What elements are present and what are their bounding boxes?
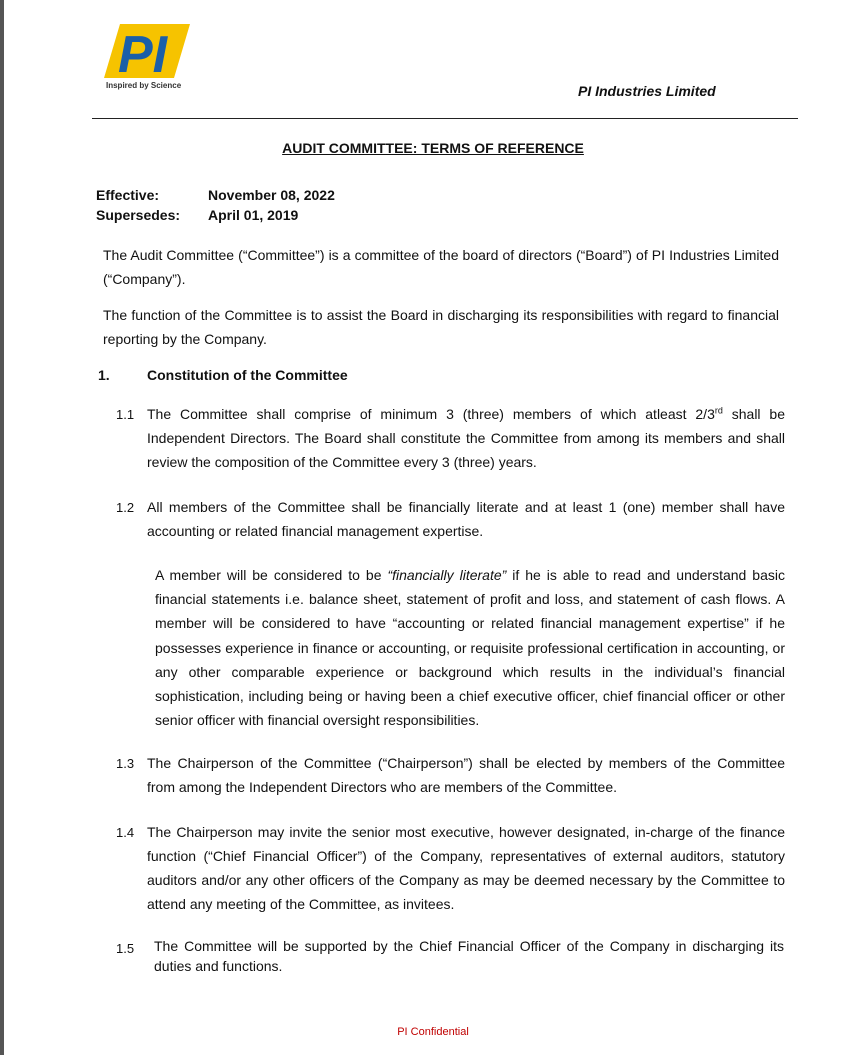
supersedes-label: Supersedes: <box>96 207 181 223</box>
item-1-5-text: The Committee will be supported by the Chief Financial Officer of the Company in discharging its duties and functions. <box>154 938 784 974</box>
item-1-1-text: The Committee shall comprise of minimum 3 (three) members of which atleast 2/3rd shall be Independent Directors. The Board shall constitute the Committee from among its members and shall review the composition of the Committee every 3 (three) years. <box>147 405 785 470</box>
item-number: 1.1 <box>116 407 135 422</box>
item-1-3-text: The Chairperson of the Committee (“Chairperson”) shall be elected by members of the Committee from among the Independent Directors who are members of the Committee. <box>147 755 785 795</box>
effective-row <box>96 187 335 203</box>
logo-tagline: Inspired by Science <box>106 81 182 90</box>
defined-term: “financially literate” <box>387 567 507 583</box>
supersedes-row <box>96 207 298 223</box>
section-title: Constitution of the Committee <box>147 367 348 383</box>
section-number: 1. <box>98 367 110 383</box>
logo-letters: PI <box>118 26 168 82</box>
effective-date: November 08, 2022 <box>208 187 335 203</box>
header-rule <box>92 118 798 119</box>
item-number: 1.5 <box>116 941 135 956</box>
company-name: PI Industries Limited <box>578 83 716 99</box>
item-number: 1.2 <box>116 500 135 515</box>
intro-paragraph-1: The Audit Committee (“Committee”) is a committee of the board of directors (“Board”) of PI Industries Limited (“Company”). <box>103 247 779 287</box>
item-number: 1.4 <box>116 825 135 840</box>
effective-label: Effective: <box>96 187 160 203</box>
item-1-4-text: The Chairperson may invite the senior most executive, however designated, in-charge of the finance function (“Chief Financial Officer”) of the Company, representatives of external auditors, statutory auditors and/or any other officers of the Company as may be deemed necessary by the Committee to attend any meeting of the Committee, as invitees. <box>147 824 785 912</box>
definition-paragraph: A member will be considered to be “financially literate” if he is able to read and understand basic financial statements i.e. balance sheet, statement of profit and loss, and statement of cash flows. A member will be considered to have “accounting or related financial management expertise” if he possesses experience in finance or accounting, or requisite professional certification in accounting, or any other comparable experience or background which results in the individual’s financial sophistication, including being or having been a chief executive officer, chief financial officer or other senior officer with financial oversight responsibilities. <box>155 567 785 729</box>
confidential-footer: PI Confidential <box>397 1026 469 1038</box>
supersedes-date: April 01, 2019 <box>208 207 299 223</box>
document-page <box>4 0 862 1055</box>
item-1-2-text: All members of the Committee shall be financially literate and at least 1 (one) member shall have accounting or related financial management expertise. <box>147 499 785 539</box>
document-title: AUDIT COMMITTEE: TERMS OF REFERENCE <box>282 140 584 156</box>
item-number: 1.3 <box>116 756 135 771</box>
intro-paragraph-2: The function of the Committee is to assist the Board in discharging its responsibilities with regard to financial reporting by the Company. <box>103 307 779 347</box>
